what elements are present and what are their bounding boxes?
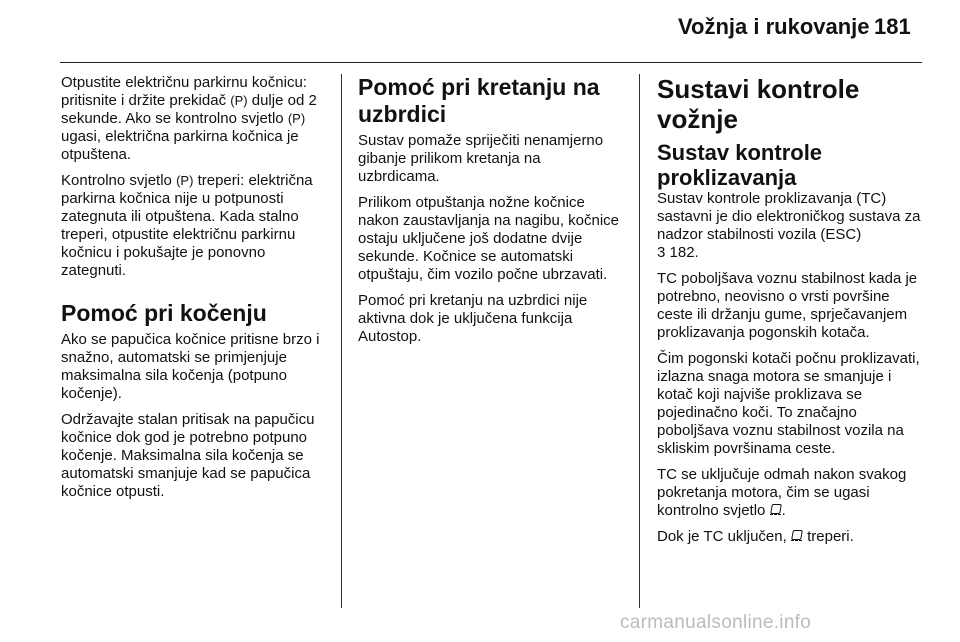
running-head: Vožnja i rukovanje	[678, 14, 870, 39]
section-heading: Pomoć pri kočenju	[61, 300, 267, 326]
column-divider-1	[341, 74, 342, 608]
paragraph: Pomoć pri kretanju na uzbrdici nije aktivna dok je uključena funkcija Autostop.	[358, 292, 588, 345]
parking-brake-icon: (P)	[176, 173, 194, 188]
paragraph: Održavajte stalan pritisak na papučicu kočnice dok god je potrebno potpuno kočenje. Maksimalna sila kočenja se automatski smanjuje kad se papučica kočnice otpusti.	[61, 411, 315, 500]
column-divider-2	[639, 74, 640, 608]
paragraph: Sustav kontrole proklizavanja (TC) sastavni je dio elektroničkog sustava za nadzor stabilnosti vozila (ESC) 3 182.	[657, 190, 921, 261]
paragraph: Otpustite električnu parkirnu kočnicu: pritisnite i držite prekidač (P) dulje od 2 sekunde. Ako se kontrolno svjetlo (P) ugasi, električna parkirna kočnica je otpuštena.	[61, 74, 317, 163]
paragraph: TC poboljšava voznu stabilnost kada je potrebno, neovisno o vrsti površine ceste ili držanju gume, sprječavanjem proklizavanja pogonskih kotača.	[657, 270, 918, 341]
paragraph: TC se uključuje odmah nakon svakog pokretanja motora, čim se ugasi kontrolno svjetlo .	[657, 466, 907, 519]
chapter-heading: Sustavi kontrole vožnje	[657, 74, 860, 134]
page-number: 181	[874, 14, 911, 39]
watermark: carmanualsonline.info	[620, 612, 812, 633]
column-right	[657, 74, 925, 554]
paragraph: Čim pogonski kotači počnu proklizavati, izlazna snaga motora se smanjuje i kotač koji najviše proklizava se pojedinačno koči. To značajno poboljšava voznu stabilnost vozila na skliskim površinama ceste.	[657, 350, 920, 457]
parking-brake-icon: (P)	[230, 93, 248, 108]
paragraph: Prilikom otpuštanja nožne kočnice nakon zaustavljanja na nagibu, kočnice ostaju uključene još dodatne dvije sekunde. Kočnice se automatski otpuštaju, čim vozilo počne ubrzavati.	[358, 194, 620, 283]
paragraph: Sustav pomaže spriječiti nenamjerno gibanje prilikom kretanja na uzbrdicama.	[358, 132, 604, 185]
section-heading: Pomoć pri kretanju na uzbrdici	[358, 74, 600, 127]
tc-off-icon	[791, 530, 803, 542]
paragraph: Kontrolno svjetlo (P) treperi: električna parkirna kočnica nije u potpunosti zategnuta ili otpuštena. Kada stalno treperi, otpustite električnu parkirnu kočnicu i pokušajte je ponovno zategnuti.	[61, 172, 313, 279]
paragraph: Ako se papučica kočnice pritisne brzo i snažno, automatski se primjenjuje maksimalna sila kočenja (potpuno kočenje).	[61, 331, 320, 402]
paragraph: Dok je TC uključen, treperi.	[657, 528, 854, 545]
page-reference: 3 182.	[657, 244, 699, 261]
column-left	[61, 74, 329, 509]
header-divider	[60, 62, 922, 63]
page-header	[0, 0, 960, 64]
section-heading: Sustav kontrole proklizavanja	[657, 140, 823, 190]
parking-brake-icon: (P)	[287, 111, 306, 126]
tc-off-icon	[770, 504, 782, 516]
column-middle	[358, 74, 624, 354]
